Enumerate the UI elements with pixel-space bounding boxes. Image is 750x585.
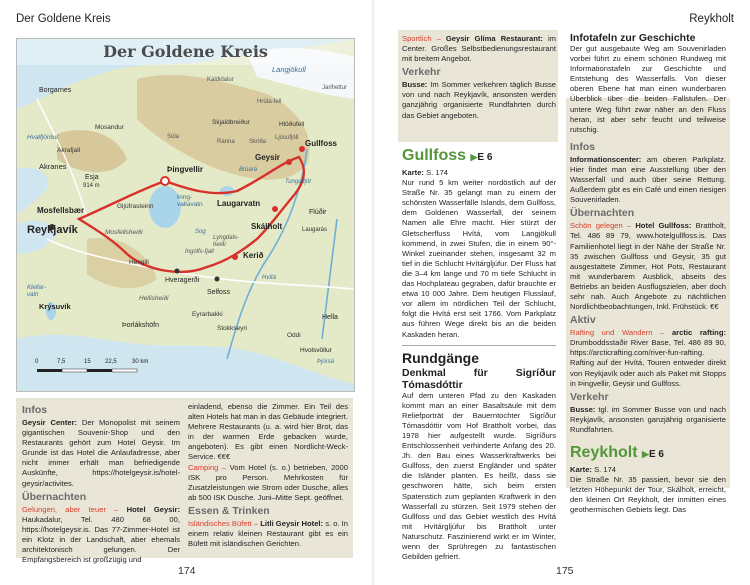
map-label-tungufljot: Tungufljót xyxy=(285,179,311,185)
map-label-hengill: Hengill xyxy=(129,259,149,266)
heading-verkehr-2: Verkehr xyxy=(570,390,609,403)
map-label-fludir: Flúðir xyxy=(309,209,327,216)
info-camping: Camping – Vom Hotel (s. o.) betrieben, 2000 ISK pro Person. Mehrkosten für Zusatzleistungen wie Strom oder Dusche, alles ab 500 ISK Dusche. Juni–Mitte Sept. geöffnet. xyxy=(188,462,348,502)
gullfoss-map-ref: Karte: S. 174 xyxy=(402,168,449,177)
map-label-ljosufjoll: Ljósufjöll xyxy=(275,135,299,141)
map-label-langjokull: Langjökull xyxy=(272,65,306,74)
triangle-icon: ▶ xyxy=(470,152,478,162)
map-marker-skalholt xyxy=(272,206,278,212)
heading-rundgaenge: Rundgänge xyxy=(402,349,479,366)
map-label-akrafjall: Akrafjall xyxy=(57,147,81,154)
map-label-ingolfsfjall: Ingólfs-fjall xyxy=(185,249,214,255)
running-head-left: Der Goldene Kreis xyxy=(16,13,111,25)
heading-denkmal: Denkmal für Sigríður Tómasdóttir xyxy=(402,366,556,391)
heading-gullfoss: Gullfoss ▶E 6 xyxy=(402,147,493,164)
heading-infos: Infos xyxy=(22,404,48,416)
map-label-kerid: Kerið xyxy=(243,251,264,260)
map-label-sog: Sog xyxy=(195,229,206,235)
info-busse-1: Busse: Im Sommer verkehren täglich Busse von und nach Reykjavík, ansonsten werden ganzjährig organisierte Rundfahrten durch das Gebiet angeboten. xyxy=(402,80,556,120)
map-marker-geysir xyxy=(286,159,292,165)
info-busse-2: Busse: tgl. im Sommer Busse von und nach Reykjavík, ansonsten ganzjährig organisierte Rundfahrten. xyxy=(570,404,726,434)
heading-reykholt: Reykholt ▶E 6 xyxy=(570,444,664,461)
map-label-gullfoss: Gullfoss xyxy=(305,139,338,148)
info-col-2 xyxy=(188,402,348,549)
map-label-hellisheidi: Hellisheiði xyxy=(139,295,169,302)
map-label-thorlakshofn: Þorlákshöfn xyxy=(122,322,159,329)
map-label-stokkseyri: Stokkseyri xyxy=(217,325,247,332)
info-hotel-geysir: Gelungen, aber teuer – Hotel Geysir: Haukadalur, Tel. 480 68 00, https://hotelgeysir.is. Das 77-Zimmer-Hotel ist ein Klotz in der Landschaft, aber ehemals architektonisch gelungen. Der Empfangsbereich ist großzügig und xyxy=(22,504,180,565)
map-label-laugarvatn: Laugarvatn xyxy=(217,199,261,208)
map-label-esja-height: 914 m xyxy=(83,183,100,189)
map-scale-tick-4: 30 km xyxy=(132,359,149,365)
map-label-reykjavik: Reykjavík xyxy=(27,224,78,236)
heading-verkehr-1: Verkehr xyxy=(402,66,441,79)
info-glima-restaurant: Sportlich – Geysir Glíma Restaurant: im Center. Großes Selbstbedienungsrestaurant mit breitem Angebot. xyxy=(402,34,556,64)
heading-essen-trinken: Essen & Trinken xyxy=(188,504,270,517)
map-label-selfoss: Selfoss xyxy=(207,289,230,296)
map-scale-tick-3: 22,5 xyxy=(105,359,117,365)
map-label-bruara: Brúará xyxy=(239,167,258,173)
heading-infos-2: Infos xyxy=(570,140,596,153)
info-informationscenter: Informationscenter: am oberen Parkplatz. Hier findet man eine Ausstellung über den Wasserfall und auch über seine Rettung. Außerdem gibt es ein Café und einen riesigen Souvenirladen. xyxy=(570,154,726,205)
reykholt-map-ref: Karte: S. 174 xyxy=(570,465,617,474)
map-scale-bar xyxy=(37,369,137,372)
map-label-ranna: Ranna xyxy=(217,139,235,145)
map-marker-hveragerdi xyxy=(175,269,180,274)
info-arctic-rafting: Rafting und Wandern – arctic rafting: Drumboddsstaðir River Base, Tel. 486 89 90, https://arcticrafting.com/river-fun-rafting. Rafting auf der Hvítá, Touren entweder direkt von Reykjavík oder auch als Paket mit Stopps in Þingvellir, Geysir und Gullfoss. xyxy=(570,328,726,388)
right-col-2 xyxy=(570,32,726,515)
heading-uebernachten: Übernachten xyxy=(22,490,87,503)
map-label-hveragerdi: Hveragerði xyxy=(165,277,200,284)
triangle-icon: ▶ xyxy=(642,449,649,459)
map-marker-kerid xyxy=(232,254,238,260)
infotafeln-text: Der gut ausgebaute Weg am Souvenirladen vorbei führt zu einem schönen Rundweg mit Informationstafeln zur Geschichte und Entstehung des Wasserfalls. Von dieser oberen Ebene hat man einen wunderbaren Überblick über die beiden Fallstufen. Der untere Weg führt zwar näher an den Fluss heran, ist aber sehr feucht und teilweise rutschig. xyxy=(570,44,726,134)
map-golden-circle xyxy=(16,38,355,392)
map-label-mosfellsbaer: Mosfellsbær xyxy=(37,206,85,215)
map-label-hlodufell: Hlöðufell xyxy=(279,121,305,128)
map-label-oddi: Oddi xyxy=(287,332,301,339)
right-col-1 xyxy=(402,146,556,562)
map-label-thingvellir: Þingvellir xyxy=(167,165,204,174)
map-label-gljufrasteinn: Gljúfrasteinn xyxy=(117,203,154,210)
map-label-krysuvik: Krýsuvík xyxy=(39,302,71,311)
heading-aktiv: Aktiv xyxy=(570,314,596,327)
map-label-mosfellsheidi: Mosfellsheiði xyxy=(105,229,143,236)
map-label-eyrarbakki: Eyrarbakki xyxy=(192,311,223,318)
map-label-hrutafell: Hrúta-fell xyxy=(257,99,282,105)
map-label-thjorsa: Þjórsá xyxy=(317,359,335,365)
map-label-akranes: Akranes xyxy=(39,162,67,171)
map-label-geysir: Geysir xyxy=(255,153,280,162)
heading-infotafeln: Infotafeln zur Geschichte xyxy=(570,32,696,44)
map-marker-selfoss xyxy=(215,277,220,282)
map-label-skridan: Skriða xyxy=(249,139,267,145)
map-label-hvalfjordur: Hvalfjörður xyxy=(27,134,59,141)
map-label-sula: Súla xyxy=(167,134,180,140)
divider xyxy=(402,345,556,346)
map-label-laugaras: Laugarás xyxy=(302,227,328,233)
map-label-lyngdalsheidi: Lyngdals-heiði xyxy=(213,235,239,248)
map-label-hella: Hella xyxy=(322,314,338,321)
map-scale-tick-1: 7,5 xyxy=(57,359,66,365)
map-title: Der Goldene Kreis xyxy=(103,42,268,61)
map-label-mosandur: Mosandur xyxy=(95,124,124,131)
left-page xyxy=(0,0,372,585)
map-label-kleifarvatn: Kleifar-vatn xyxy=(27,285,46,298)
right-col-1-top xyxy=(402,34,556,121)
info-hotel-gullfoss: Schön gelegen – Hotel Gullfoss: Brattholt, Tel. 486 89 79, www.hotelgullfoss.is. Das Familienhotel liegt in der Nähe der Straße Nr. 35 zwischen Gullfoss und Geysir, 35 gut ausgestattete Zimmer, Hot Pots, Restaurant mit wunderbarem Ausblick, abseits des Betriebs an beiden Ausflugszielen, aber doch sehr nah. Auch Angebote zu nächtlichen Nordlichtbeobachtungen, Inkl. Frühstück. €€ xyxy=(570,221,726,312)
map-marker-thingvellir xyxy=(161,177,169,185)
info-box-geysir xyxy=(16,398,353,565)
map-label-thingvallavatn: Þing-vallavatn xyxy=(177,194,203,208)
map-label-esja: Esja xyxy=(85,174,99,181)
right-page xyxy=(378,0,750,585)
map-scale-tick-0: 0 xyxy=(35,359,39,365)
map-label-borgarnes: Borgarnes xyxy=(39,87,72,94)
page-number-right: 175 xyxy=(556,565,574,577)
reykholt-text: Die Straße Nr. 35 passiert, bevor sie den letzten Höhepunkt der Tour, Skálholt, erreicht, den kleinen Ort Reykholt, der inmitten eines geothermischen Gebiets liegt. Das xyxy=(570,475,726,515)
page-number-left: 174 xyxy=(178,565,196,577)
map-label-hvolsvollur: Hvolsvöllur xyxy=(300,347,332,354)
map-scale-tick-2: 15 xyxy=(84,359,91,365)
map-label-hvita: Hvítá xyxy=(262,275,277,281)
gullfoss-text: Nur rund 5 km weiter nordöstlich auf der Straße Nr. 35 gelangt man zu einem der schönsten Wasserfälle Islands, dem Gullfoss, dem Goldenen Wasserfall, der seinem Namen alle Ehre macht. Hier stürzt der Gletscherfluss Hvítá, vom Langjökull kommend, in zwei Stufen, die in einem 90°-Winkel zueinander stehen, insgesamt 32 m tief in die Schlucht Hvítárgljúfur. Der Fluss hat die 3–4 km lange und 70 m tiefe Schlucht in das Hochplateau gegraben, dafür brauchte er etwa 10 000 Jahre. Dem heutigen Flusslauf, vor allem im nördlichen Teil der Schlucht, folgt die Hvítá erst seit 1766. Vom Parkplatz aus führen Wege direkt bis an die beiden Kaskaden heran. xyxy=(402,178,556,339)
map-label-jarlhettur: Jarlhettur xyxy=(322,85,348,91)
info-col-1 xyxy=(22,402,180,565)
denkmal-text: Auf dem unteren Pfad zu den Kaskaden kommt man an einer Basaltsäule mit dem Reliefporträt der Bauerntochter Sigríður Tómasdóttir vom Hof Brattholt vorbei, das 1978 hier aufgestellt wurde. Sigríðurs Entschlossenheit verhinderte Anfang des 20. Jh. den Bau eines Wasserkraftwerks bei Gullfoss, den zuerst Engländer und später die Isländer planten. Es heißt, dass sie geschworen hätte, sich beim ersten Spatenstich zum geplanten Kraftwerk in den Wasserfall zu stürzen. Seit 1979 stehen der Gullfoss und das Gebiet westlich des Hvítá mit Hvítárgljúfur bis Brattholt unter Naturschutz. Faszinierend wirkt er im Winter, wenn der Sprühregen zu fantastischen Gebilden gefriert. xyxy=(402,390,556,562)
map-label-skjaldbreidur: Skjaldbreiður xyxy=(212,119,250,126)
map-label-skalholt: Skálholt xyxy=(251,222,283,231)
heading-uebernachten-2: Übernachten xyxy=(570,207,635,220)
info-hotel-continued: einladend, ebenso die Zimmer. Ein Teil des alten Hotels hat man in das Gebäude integriert. Mehrere Restaurants (u. a. wird hier Brot, das in der warmen Erde gebacken wurde, angeboten). Es gibt einen Nordlicht-Weck-Service. €€€ xyxy=(188,402,348,462)
map-label-kaldidalur: Kaldidalur xyxy=(207,77,234,83)
running-head-right: Reykholt xyxy=(689,13,734,25)
info-geysir-center: Geysir Center: Der Monopolist mit seinem gigantischen Souvenir-Shop und den Restaurants gehört zum Hotel Geysir. Im Grunde ist das Hotel die Anlaufadresse, aber nicht immer erhält man befriedigende Auskünfte, https://hotelgeysir.is/hotel-geysir/activites. xyxy=(22,418,180,488)
info-litli-geysir: Isländisches Büfett – Litli Geysir Hotel: s. o. In einem relativ kleinen Restaurant gibt es ein Büfett mit isländischen Gerichten. xyxy=(188,518,348,549)
